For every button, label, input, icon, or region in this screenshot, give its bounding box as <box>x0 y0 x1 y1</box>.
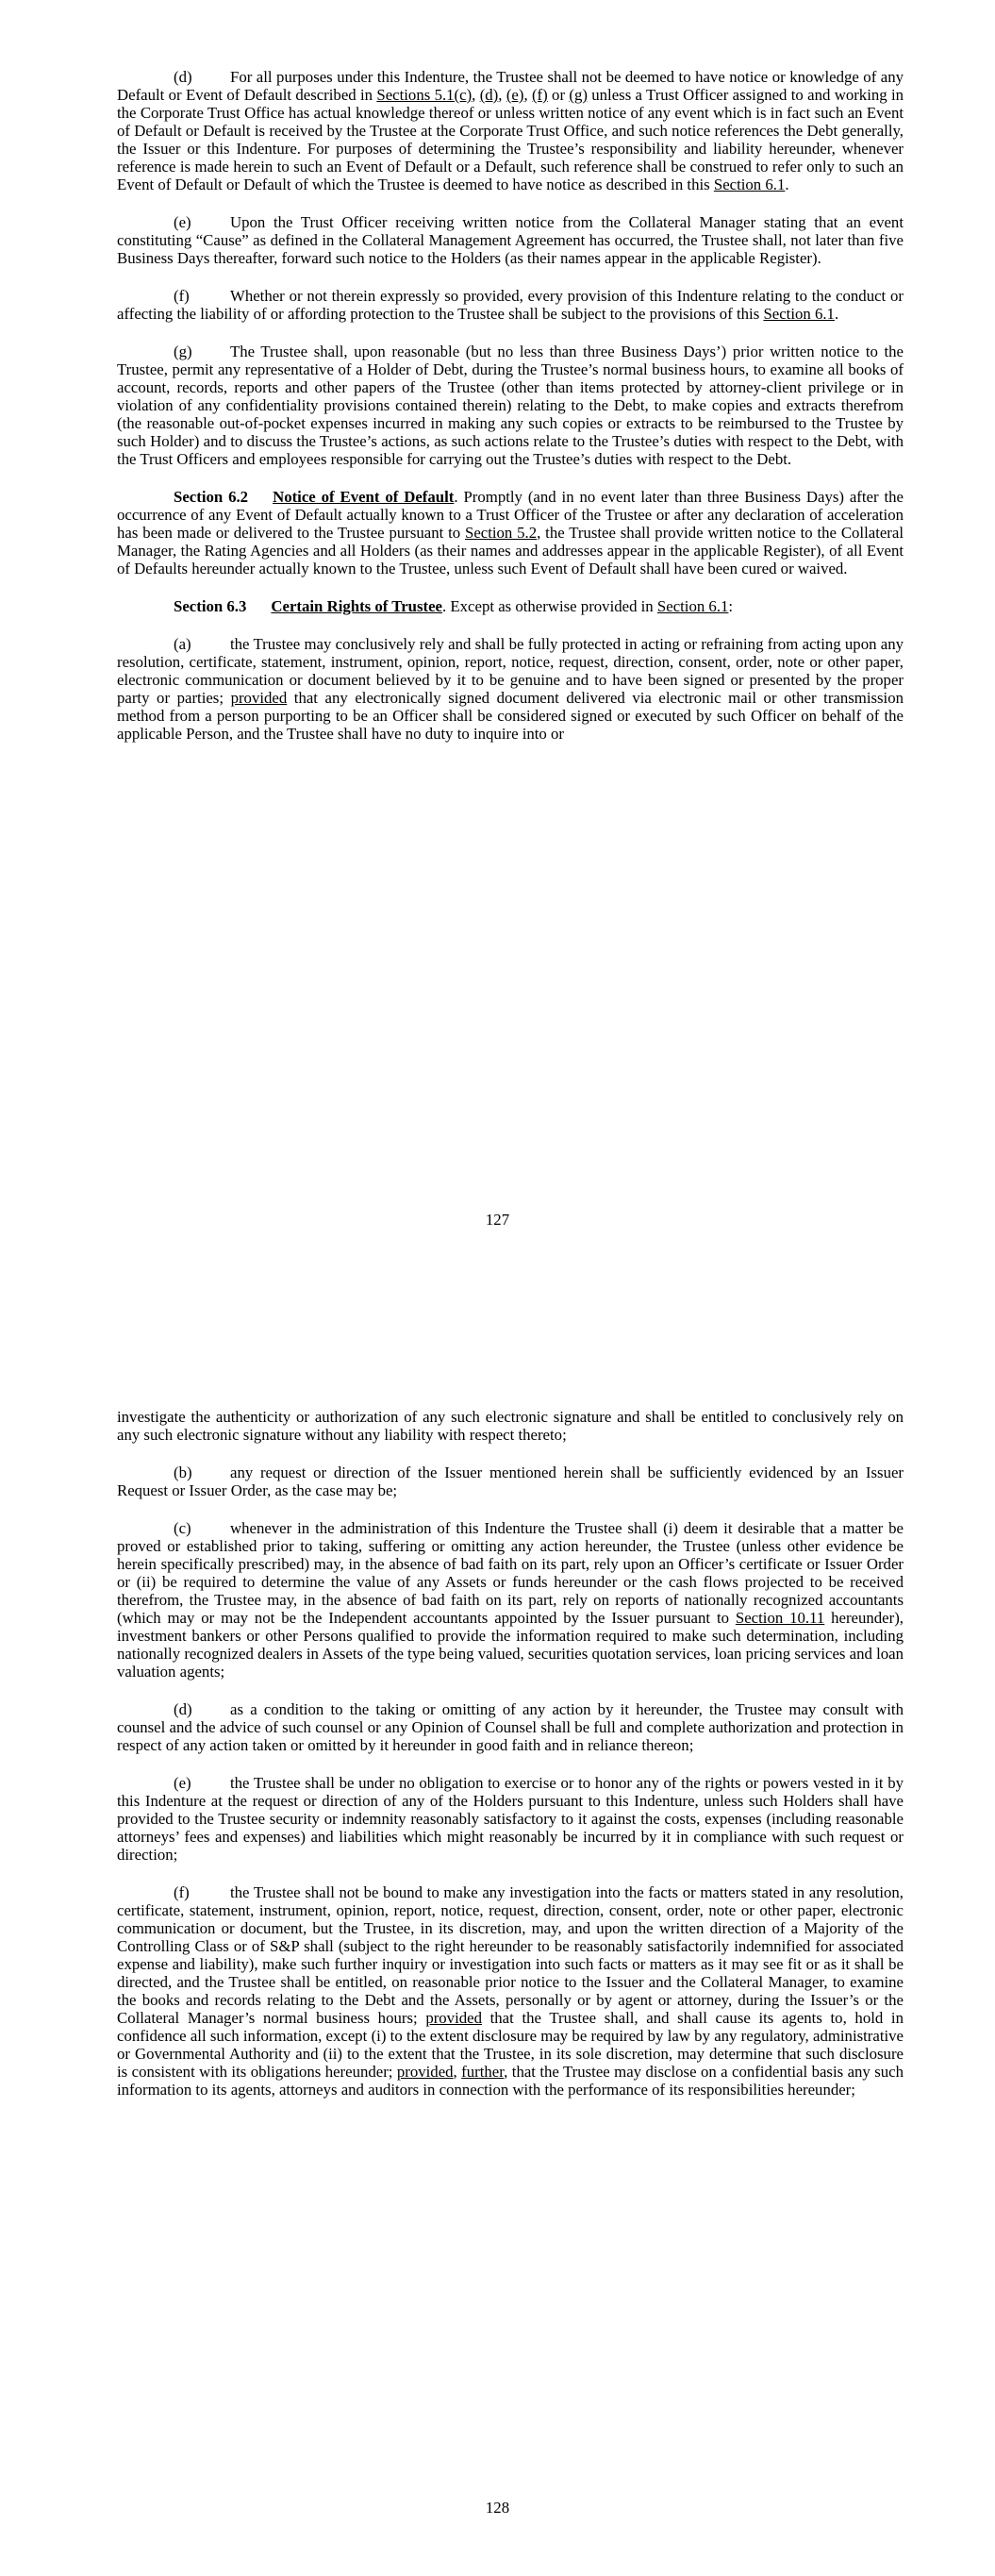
paragraph-c: (c) whenever in the administration of this Indenture the Trustee shall (i) deem it desirable that a matter be proved or established prior to taking, suffering or omitting any action hereunder, the Trustee (unless other evidence be herein specifically prescribed) may, in the absence of bad faith on its part, rely upon an Officer’s certificate or Issuer Order or (ii) be required to determine the value of any Assets or funds hereunder or the cash flows projected to be received therefrom, the Trustee may, in the absence of bad faith on its part, rely on reports of nationally recognized accountants (which may or may not be the Independent accountants appointed by the Issuer pursuant to Section 10.11 hereunder), investment bankers or other Persons qualified to provide the information required to make such determination, including nationally recognized dealers in Assets of the type being valued, securities quotation services, loan pricing services and loan valuation agents; <box>117 1519 904 1681</box>
paragraph-g: (g) The Trustee shall, upon reasonable (but no less than three Business Days’) prior written notice to the Trustee, permit any representative of a Holder of Debt, during the Trustee’s normal business hours, to examine all books of account, records, reports and other papers of the Trustee (other than items protected by attorney-client privilege or in violation of any confidentiality provisions contained therein) relating to the Debt, to make copies and extracts therefrom (the reasonable out-of-pocket expenses incurred in making any such copies or extracts to be reimbursed to the Trustee by such Holder) and to discuss the Trustee’s actions, as such actions relate to the Trustee’s duties with respect to the Debt, with the Trust Officers and employees responsible for carrying out the Trustee’s duties with respect to the Debt. <box>117 343 904 468</box>
cross-reference-link[interactable]: Sections 5.1(c) <box>376 86 473 104</box>
paragraph-label: (e) <box>174 213 191 231</box>
paragraph-label: (e) <box>174 1774 191 1792</box>
section-6-3: Section 6.3 Certain Rights of Trustee. Except as otherwise provided in Section 6.1: <box>174 597 734 615</box>
paragraph-a: (a) the Trustee may conclusively rely and shall be fully protected in acting or refraining from acting upon any resolution, certificate, statement, instrument, opinion, report, notice, request, direction, consent, order, note or other paper, electronic communication or document believed by it to be genuine and to have been signed or presented by the proper party or parties; provided that any electronically signed document delivered via electronic mail or other transmission method from a person purporting to be an Officer shall be considered signed or executed by such Officer on behalf of the applicable Person, and the Trustee shall have no duty to inquire into or <box>117 635 904 743</box>
paragraph-label: (c) <box>174 1519 191 1537</box>
cross-reference-link[interactable]: Section 6.1 <box>763 305 835 323</box>
document-page-128 <box>0 1288 995 2576</box>
cross-reference-link[interactable]: (e) <box>506 86 524 104</box>
cross-reference-link[interactable]: Section 5.2 <box>464 524 538 542</box>
page-body <box>117 68 904 762</box>
cross-reference-link[interactable]: (f) <box>531 86 548 104</box>
page-body <box>117 1408 904 2118</box>
paragraph-b: (b) any request or direction of the Issuer mentioned herein shall be sufficiently evidenced by an Issuer Request or Issuer Order, as the case may be; <box>117 1464 904 1499</box>
paragraph-label: (f) <box>174 1883 190 1901</box>
section-6-2: Section 6.2 Notice of Event of Default. Promptly (and in no event later than three Business Days) after the occurrence of any Event of Default actually known to a Trust Officer of the Trustee or after any declaration of acceleration has been made or delivered to the Trustee pursuant to Section 5.2, the Trustee shall provide written notice to the Collateral Manager, the Rating Agencies and all Holders (as their names and addresses appear in the applicable Register), of all Event of Defaults hereunder actually known to the Trustee, unless such Event of Default shall have been cured or waived. <box>117 488 904 577</box>
paragraph-e: (e) the Trustee shall be under no obligation to exercise or to honor any of the rights or powers vested in it by this Indenture at the request or direction of any of the Holders pursuant to this Indenture, unless such Holders shall have provided to the Trustee security or indemnity reasonably satisfactory to it against the costs, expenses (including reasonable attorneys’ fees and expenses) and liabilities which might reasonably be incurred by it in compliance with such request or direction; <box>117 1774 904 1864</box>
proviso-term: further <box>461 2063 505 2081</box>
page-number: 127 <box>485 1211 510 1229</box>
cross-reference-link[interactable]: (g) <box>569 86 588 104</box>
paragraph-d: (d) For all purposes under this Indenture, the Trustee shall not be deemed to have notice or knowledge of any Default or Event of Default described in Sections 5.1(c), (d), (e), (f) or (g) unless a Trust Officer assigned to and working in the Corporate Trust Office has actual knowledge thereof or unless written notice of any event which is in fact such an Event of Default or Default is received by the Trustee at the Corporate Trust Office, and such notice references the Debt generally, the Issuer or this Indenture. For purposes of determining the Trustee’s responsibility and liability hereunder, whenever reference is made herein to such an Event of Default or a Default, such reference shall be construed to refer only to such an Event of Default or Default of which the Trustee is deemed to have notice as described in this Section 6.1. <box>117 68 904 193</box>
proviso-term: provided <box>425 2009 482 2027</box>
cross-reference-link[interactable]: Section 6.1 <box>656 597 729 615</box>
paragraph-label: (d) <box>174 68 192 86</box>
proviso-term: provided <box>230 689 288 707</box>
section-title: Notice of Event of Default <box>273 488 455 506</box>
paragraph-label: (d) <box>174 1700 192 1718</box>
paragraph-f: (f) Whether or not therein expressly so provided, every provision of this Indenture relating to the conduct or affecting the liability of or affording protection to the Trustee shall be subject to the provisions of this Section 6.1. <box>117 287 904 323</box>
section-number: Section 6.3 <box>174 597 247 615</box>
continuation-paragraph: investigate the authenticity or authorization of any such electronic signature and shall be entitled to conclusively rely on any such electronic signature without any liability with respect thereto; <box>117 1408 904 1444</box>
proviso-term: provided <box>396 2063 454 2081</box>
paragraph-label: (g) <box>174 343 192 360</box>
paragraph-d: (d) as a condition to the taking or omitting of any action by it hereunder, the Trustee may consult with counsel and the advice of such counsel or any Opinion of Counsel shall be full and complete authorization and protection in respect of any action taken or omitted by it hereunder in good faith and in reliance thereon; <box>117 1700 904 1754</box>
page-number: 128 <box>485 2499 510 2517</box>
paragraph-f: (f) the Trustee shall not be bound to make any investigation into the facts or matters stated in any resolution, certificate, statement, instrument, opinion, report, notice, request, direction, consent, order, note or other paper, electronic communication or document, but the Trustee, in its discretion, may, and upon the written direction of a Majority of the Controlling Class or of S&P shall (subject to the right hereunder to be reasonably satisfactorily indemnified for associated expense and liability), make such further inquiry or investigation into such facts or matters as it may see fit or as it shall be directed, and the Trustee shall be entitled, on reasonable prior notice to the Issuer and the Collateral Manager, to examine the books and records relating to the Debt and the Assets, personally or by agent or attorney, during the Issuer’s or the Collateral Manager’s normal business hours; provided that the Trustee shall, and shall cause its agents to, hold in confidence all such information, except (i) to the extent disclosure may be required by law by any regulatory, administrative or Governmental Authority and (ii) to the extent that the Trustee, in its sole discretion, may determine that such disclosure is consistent with its obligations hereunder; provided, further, that the Trustee may disclose on a confidential basis any such information to its agents, attorneys and auditors in connection with the performance of its responsibilities hereunder; <box>117 1883 904 2099</box>
cross-reference-link[interactable]: Section 6.1 <box>713 176 786 193</box>
paragraph-e: (e) Upon the Trust Officer receiving written notice from the Collateral Manager stating that an event constituting “Cause” as defined in the Collateral Management Agreement has occurred, the Trustee shall, not later than five Business Days thereafter, forward such notice to the Holders (as their names appear in the applicable Register). <box>117 213 904 267</box>
paragraph-label: (a) <box>174 635 191 653</box>
paragraph-label: (b) <box>174 1464 192 1481</box>
cross-reference-link[interactable]: Section 10.11 <box>735 1609 825 1627</box>
cross-reference-link[interactable]: (d) <box>479 86 499 104</box>
section-title: Certain Rights of Trustee <box>271 597 443 615</box>
paragraph-label: (f) <box>174 287 190 305</box>
section-number: Section 6.2 <box>174 488 249 506</box>
